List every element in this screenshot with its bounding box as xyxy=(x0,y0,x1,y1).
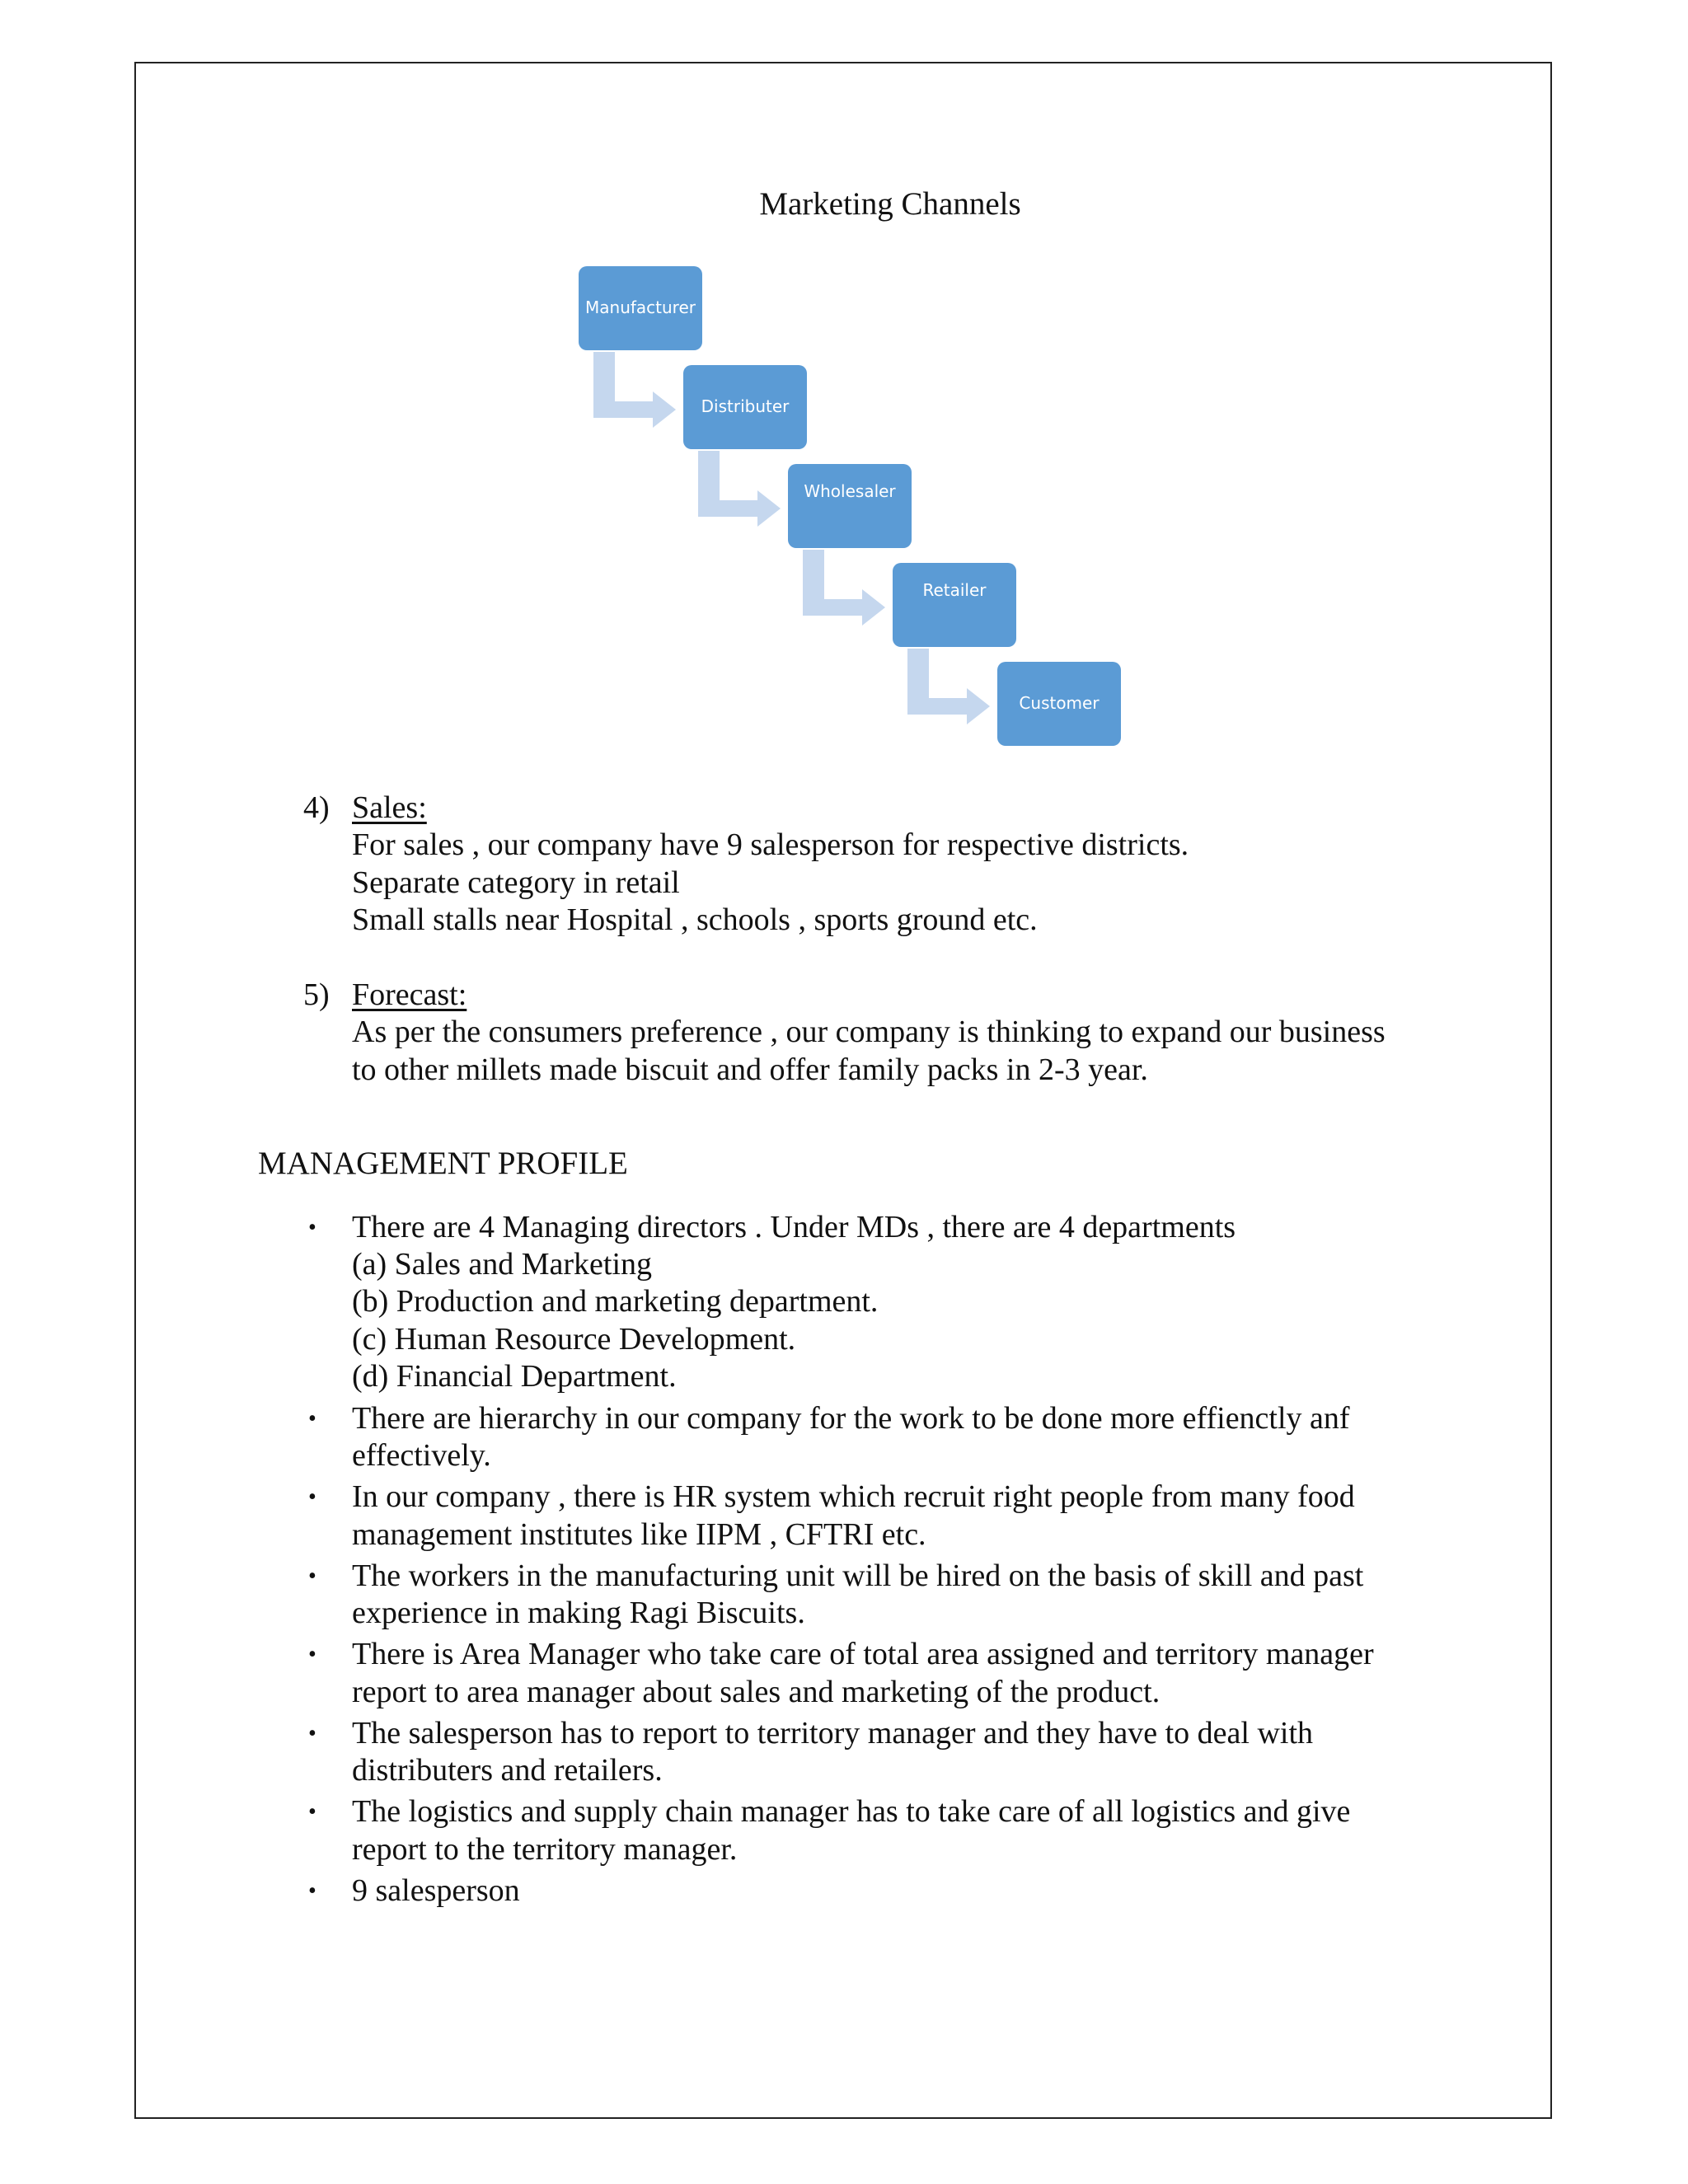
channel-step-customer xyxy=(997,662,1121,746)
management-heading: MANAGEMENT PROFILE xyxy=(258,1146,628,1181)
channel-label: Customer xyxy=(1019,693,1100,713)
forecast-number: 5) xyxy=(303,977,330,1012)
sales-line: Small stalls near Hospital , schools , sports ground etc. xyxy=(352,902,1038,937)
list-item-line: report to the territory manager. xyxy=(352,1832,738,1867)
list-item-line: The logistics and supply chain manager has to take care of all logistics and give xyxy=(352,1794,1351,1829)
list-item-line: The salesperson has to report to territory manager and they have to deal with xyxy=(352,1716,1313,1750)
list-item-line: There are hierarchy in our company for the work to be done more effienctly anf xyxy=(352,1401,1350,1436)
sales-heading: Sales: xyxy=(352,790,427,825)
channel-label: Retailer xyxy=(922,580,987,600)
bullet-icon: • xyxy=(308,1484,316,1510)
list-item-line: There is Area Manager who take care of total area assigned and territory manager xyxy=(352,1637,1374,1671)
channel-label: Manufacturer xyxy=(585,298,696,317)
list-item-line: effectively. xyxy=(352,1438,491,1473)
list-item-line: (c) Human Resource Development. xyxy=(352,1322,796,1357)
channel-step-manufacturer xyxy=(579,266,702,350)
bullet-icon: • xyxy=(308,1563,316,1589)
list-item-line: experience in making Ragi Biscuits. xyxy=(352,1596,805,1630)
forecast-line: As per the consumers preference , our company is thinking to expand our business xyxy=(352,1015,1386,1049)
marketing-channels-diagram xyxy=(569,260,1129,754)
list-item-line: (d) Financial Department. xyxy=(352,1359,677,1394)
bullet-icon: • xyxy=(308,1799,316,1825)
list-item-line: (b) Production and marketing department. xyxy=(352,1284,879,1319)
list-item-line: (a) Sales and Marketing xyxy=(352,1247,653,1282)
bullet-icon: • xyxy=(308,1721,316,1746)
bullet-icon: • xyxy=(308,1215,316,1240)
channel-arrow xyxy=(803,550,885,626)
channel-box xyxy=(788,464,912,548)
list-item-line: management institutes like IIPM , CFTRI etc. xyxy=(352,1517,926,1552)
channel-step-distributer xyxy=(683,365,807,449)
list-item-line: distributers and retailers. xyxy=(352,1753,663,1788)
list-item-line: 9 salesperson xyxy=(352,1873,520,1908)
channel-label: Wholesaler xyxy=(804,481,896,501)
channel-label: Distributer xyxy=(701,396,790,416)
channel-arrow xyxy=(907,649,990,724)
list-item-line: report to area manager about sales and marketing of the product. xyxy=(352,1675,1160,1709)
forecast-heading: Forecast: xyxy=(352,977,467,1012)
bullet-icon: • xyxy=(308,1642,316,1667)
bullet-icon: • xyxy=(308,1878,316,1904)
list-item-line: The workers in the manufacturing unit will be hired on the basis of skill and past xyxy=(352,1558,1364,1593)
forecast-line: to other millets made biscuit and offer family packs in 2-3 year. xyxy=(352,1052,1148,1087)
channel-step-retailer xyxy=(893,563,1016,647)
channel-step-wholesaler xyxy=(788,464,912,548)
channel-box xyxy=(893,563,1016,647)
page-title: Marketing Channels xyxy=(759,186,1021,222)
sales-line: Separate category in retail xyxy=(352,865,680,900)
sales-line: For sales , our company have 9 salesperson for respective districts. xyxy=(352,827,1189,862)
list-item-line: In our company , there is HR system which recruit right people from many food xyxy=(352,1479,1355,1514)
channel-arrow xyxy=(698,451,781,527)
list-item-line: There are 4 Managing directors . Under MDs , there are 4 departments xyxy=(352,1210,1236,1244)
channel-arrow xyxy=(593,352,676,428)
sales-number: 4) xyxy=(303,790,330,825)
bullet-icon: • xyxy=(308,1406,316,1432)
